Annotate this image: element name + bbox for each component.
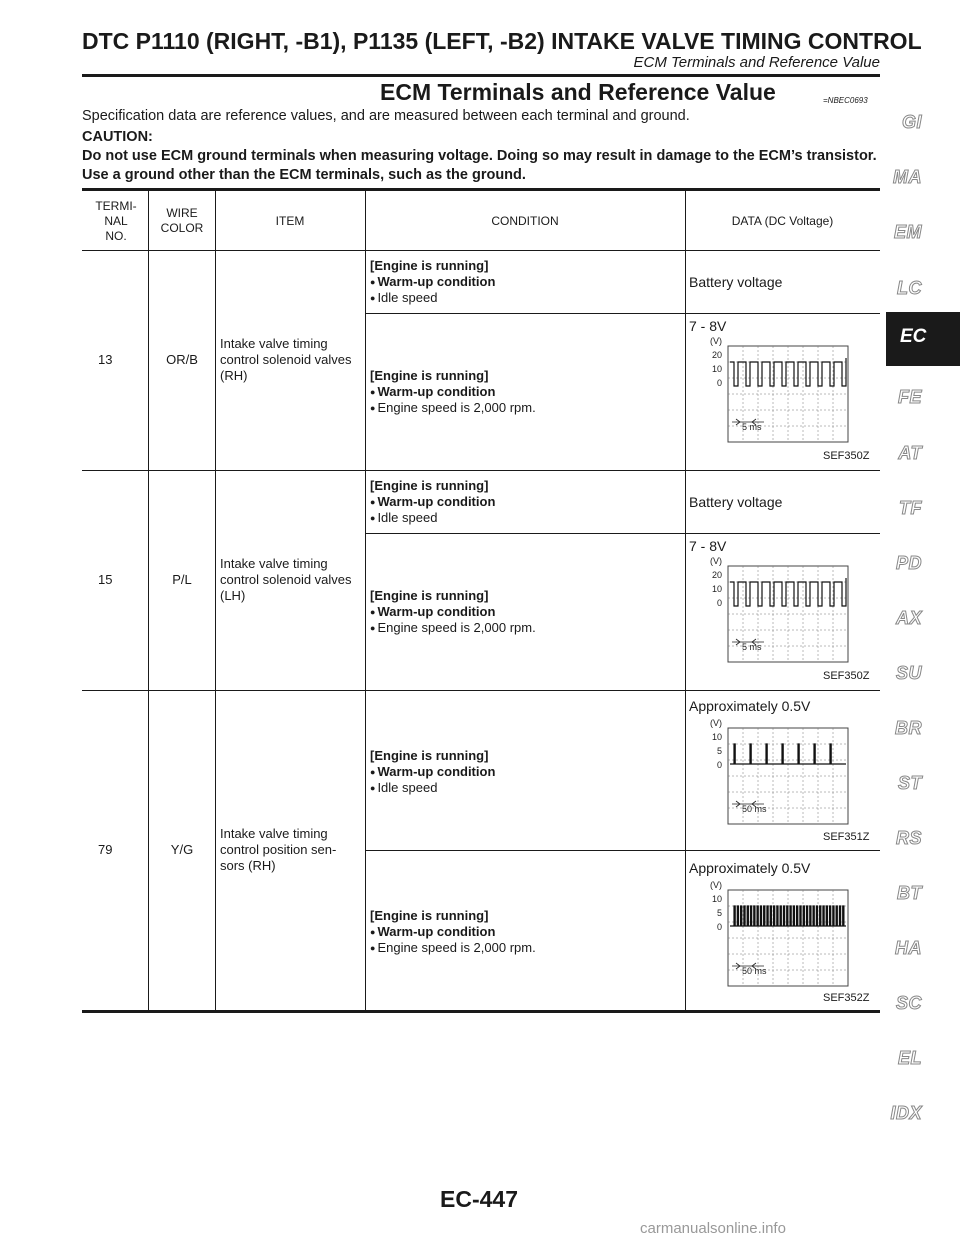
side-tab-sc[interactable]: SC bbox=[895, 993, 922, 1013]
condition-text: [Engine is running] ● Warm-up condition ● Engine speed is 2,000 rpm. bbox=[370, 588, 536, 636]
table-row-rule bbox=[82, 690, 880, 691]
side-tab-idx[interactable]: IDX bbox=[890, 1103, 922, 1123]
side-tab-ha[interactable]: HA bbox=[895, 938, 922, 958]
side-tab-pd[interactable]: PD bbox=[895, 553, 922, 573]
scope-tick-label: 5 bbox=[716, 746, 722, 756]
scope-time-label: 50 ms bbox=[742, 804, 767, 814]
scope-tick-label: 0 bbox=[716, 598, 722, 608]
table-subrow-rule bbox=[365, 850, 880, 851]
wire-color: P/L bbox=[172, 572, 192, 587]
condition-text: [Engine is running] ● Warm-up condition ● Engine speed is 2,000 rpm. bbox=[370, 908, 536, 956]
side-tab-br[interactable]: BR bbox=[895, 718, 922, 738]
oscilloscope-waveform bbox=[692, 880, 852, 990]
scope-tick-label: 0 bbox=[716, 378, 722, 388]
scope-unit-label: (V) bbox=[710, 880, 722, 890]
section-title: ECM Terminals and Reference Value bbox=[380, 79, 776, 105]
table-subrow-rule bbox=[365, 313, 880, 314]
side-tab-bt[interactable]: BT bbox=[897, 883, 922, 903]
spec-note: Specification data are reference values, and are measured between each terminal and ground. bbox=[82, 108, 690, 124]
side-tab-ax[interactable]: AX bbox=[895, 608, 922, 628]
wire-color: OR/B bbox=[166, 352, 198, 367]
scope-tick-label: 5 bbox=[716, 908, 722, 918]
scope-svg bbox=[692, 556, 852, 666]
condition-text: [Engine is running] ● Warm-up condition ● Idle speed bbox=[370, 748, 495, 796]
data-value: 7 - 8V bbox=[689, 538, 727, 554]
condition-text: [Engine is running] ● Warm-up condition ● Idle speed bbox=[370, 478, 495, 526]
item-text: Intake valve timing control solenoid valves (LH) bbox=[220, 556, 352, 603]
caution-heading: CAUTION: bbox=[82, 129, 153, 145]
scope-time-label: 5 ms bbox=[742, 642, 762, 652]
scope-tick-label: 0 bbox=[716, 760, 722, 770]
page-header-subtitle: ECM Terminals and Reference Value bbox=[633, 54, 880, 71]
table-col-divider bbox=[148, 191, 149, 1010]
item-text: Intake valve timing control position sen- sors (RH) bbox=[220, 826, 337, 873]
scope-svg bbox=[692, 718, 852, 828]
section-code: =NBEC0693 bbox=[823, 96, 868, 105]
terminal-number: 79 bbox=[98, 842, 113, 857]
table-row-rule bbox=[82, 470, 880, 471]
table-col-divider bbox=[215, 191, 216, 1010]
header-data: DATA (DC Voltage) bbox=[731, 214, 834, 228]
page-header-title: DTC P1110 (RIGHT, -B1), P1135 (LEFT, -B2) INTAKE VALVE TIMING CONTROL bbox=[82, 28, 922, 54]
scope-svg bbox=[692, 336, 852, 446]
data-value: 7 - 8V bbox=[689, 318, 727, 334]
figure-code: SEF352Z bbox=[823, 992, 870, 1004]
scope-tick-label: 20 bbox=[711, 350, 722, 360]
scope-tick-label: 10 bbox=[711, 364, 722, 374]
scope-time-label: 5 ms bbox=[742, 422, 762, 432]
header-item: ITEM bbox=[275, 214, 305, 228]
condition-text: [Engine is running] ● Warm-up condition ● Engine speed is 2,000 rpm. bbox=[370, 368, 536, 416]
oscilloscope-waveform bbox=[692, 556, 852, 666]
terminal-number: 13 bbox=[98, 352, 113, 367]
page-number: EC-447 bbox=[440, 1186, 518, 1212]
scope-unit-label: (V) bbox=[710, 718, 722, 728]
watermark: carmanualsonline.info bbox=[640, 1220, 786, 1237]
scope-unit-label: (V) bbox=[710, 336, 722, 346]
table-subrow-rule bbox=[365, 533, 880, 534]
side-tab-rs[interactable]: RS bbox=[895, 828, 922, 848]
scope-tick-label: 20 bbox=[711, 570, 722, 580]
waveform-trace bbox=[730, 906, 846, 926]
table-header-rule bbox=[82, 250, 880, 251]
condition-text: [Engine is running] ● Warm-up condition ● Idle speed bbox=[370, 258, 495, 306]
scope-time-label: 50 ms bbox=[742, 966, 767, 976]
side-tab-em[interactable]: EM bbox=[894, 222, 922, 242]
side-tab-su[interactable]: SU bbox=[895, 663, 922, 683]
wire-color: Y/G bbox=[170, 842, 194, 857]
caution-text: Do not use ECM ground terminals when measuring voltage. Doing so may result in damage to the ECM’s transistor. Use a ground other than the ECM terminals, such as the ground. bbox=[82, 148, 877, 183]
data-value: Approximately 0.5V bbox=[689, 860, 811, 876]
figure-code: SEF351Z bbox=[823, 831, 870, 843]
header-condition: CONDITION bbox=[491, 214, 559, 228]
side-tab-tf[interactable]: TF bbox=[899, 498, 922, 518]
header-rule bbox=[82, 74, 880, 77]
header-wire-color: WIRE COLOR bbox=[160, 206, 204, 235]
side-tab-gi[interactable]: GI bbox=[901, 112, 922, 132]
scope-unit-label: (V) bbox=[710, 556, 722, 566]
item-text: Intake valve timing control solenoid valves (RH) bbox=[220, 336, 352, 383]
side-tab-st[interactable]: ST bbox=[897, 773, 922, 793]
side-tab-fe[interactable]: FE bbox=[897, 387, 922, 407]
data-value: Approximately 0.5V bbox=[689, 698, 811, 714]
table-top-rule bbox=[82, 188, 880, 191]
scope-svg bbox=[692, 880, 852, 990]
oscilloscope-waveform bbox=[692, 718, 852, 828]
scope-tick-label: 10 bbox=[711, 894, 722, 904]
data-value: Battery voltage bbox=[689, 274, 783, 290]
header-terminal: TERMI- NAL NO. bbox=[95, 199, 137, 243]
oscilloscope-waveform bbox=[692, 336, 852, 446]
side-tab-el[interactable]: EL bbox=[897, 1048, 922, 1068]
data-value: Battery voltage bbox=[689, 494, 783, 510]
side-tab-active[interactable]: EC bbox=[886, 312, 960, 366]
terminal-number: 15 bbox=[98, 572, 113, 587]
side-tab-ma[interactable]: MA bbox=[893, 167, 922, 187]
table-bottom-rule bbox=[82, 1010, 880, 1013]
figure-code: SEF350Z bbox=[823, 670, 870, 682]
figure-code: SEF350Z bbox=[823, 450, 870, 462]
scope-tick-label: 10 bbox=[711, 732, 722, 742]
scope-tick-label: 0 bbox=[716, 922, 722, 932]
side-tab-lc[interactable]: LC bbox=[897, 278, 922, 298]
scope-tick-label: 10 bbox=[711, 584, 722, 594]
side-tab-at[interactable]: AT bbox=[898, 443, 922, 463]
